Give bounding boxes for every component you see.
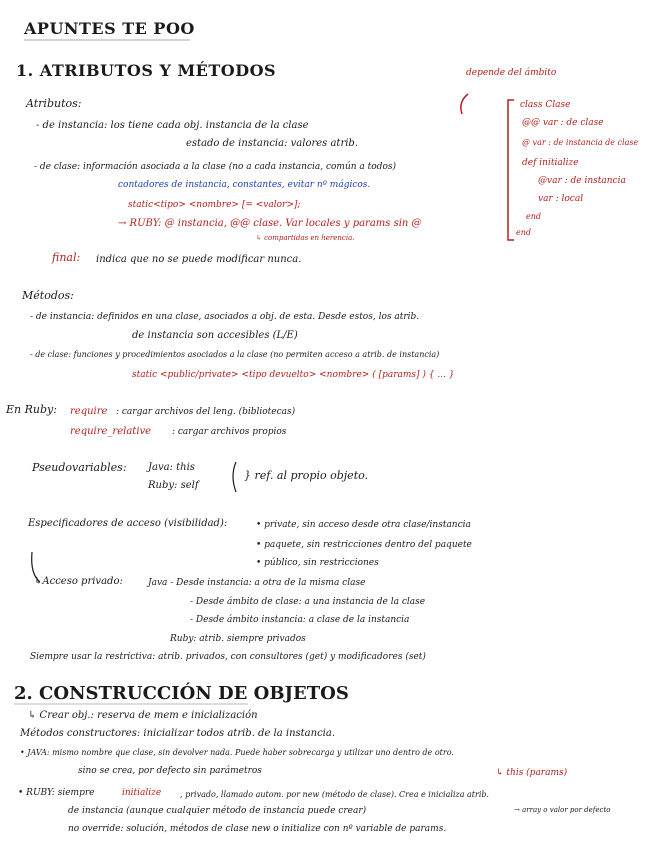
ruby-constructor-line2: de instancia (aunque cualquier método de instancia puede crear) bbox=[68, 806, 367, 816]
atributos-label: Atributos: bbox=[26, 97, 82, 110]
especificadores-label: Especificadores de acceso (visibilidad): bbox=[28, 518, 228, 529]
require-description: : cargar archivos del leng. (bibliotecas) bbox=[116, 407, 296, 417]
require-relative-description: : cargar archivos propios bbox=[172, 427, 287, 437]
sidebar-note-depende: depende del ámbito bbox=[466, 68, 557, 78]
espec-publico: • público, sin restricciones bbox=[256, 558, 379, 568]
array-default-note: → array o valor por defecto bbox=[514, 806, 611, 814]
ruby-constructor-line3: no override: solución, métodos de clase new o initialize con nº variable de params. bbox=[68, 824, 447, 834]
espec-paquete: • paquete, sin restricciones dentro del paquete bbox=[256, 540, 472, 550]
metodos-clase-line1: - de clase: funciones y procedimientos asociados a la clase (no permiten acceso a atrib. de instancia) bbox=[30, 350, 440, 359]
espec-private: • private, sin acceso desde otra clase/instancia bbox=[256, 520, 471, 530]
sidebar-var-instancia: @var : de instancia bbox=[538, 176, 626, 186]
metodos-instancia-line2: de instancia son accesibles (L/E) bbox=[132, 330, 298, 341]
section-heading-construccion: 2. CONSTRUCCIÓN DE OBJETOS bbox=[14, 683, 349, 704]
acceso-java-line1: Java - Desde instancia: a otra de la misma clase bbox=[148, 578, 366, 588]
atrib-instancia-line1: - de instancia: los tiene cada obj. instancia de la clase bbox=[36, 120, 309, 131]
crear-obj-line: ↳ Crear obj.: reserva de mem e inicialización bbox=[28, 710, 258, 721]
acceso-privado-label: ↳Acceso privado: bbox=[34, 576, 123, 587]
atrib-clase-blue: contadores de instancia, constantes, evitar nº mágicos. bbox=[118, 180, 371, 190]
pseudo-java-this: Java: this bbox=[148, 462, 195, 473]
sidebar-def-initialize: def initialize bbox=[522, 158, 579, 168]
java-constructor-line2: sino se crea, por defecto sin parámetros bbox=[78, 766, 262, 776]
sidebar-class-clase: class Clase bbox=[520, 100, 571, 110]
sidebar-var-inst-clase: @ var : de instancia de clase bbox=[522, 138, 639, 147]
pseudo-ref-note: } ref. al propio objeto. bbox=[244, 469, 369, 482]
atrib-clase-line1: - de clase: información asociada a la clase (no a cada instancia, común a todos) bbox=[34, 162, 396, 172]
atrib-static-line: static<tipo> <nombre> [= <valor>]; bbox=[128, 200, 301, 210]
en-ruby-label: En Ruby: bbox=[6, 403, 57, 416]
page-title: APUNTES TE POO bbox=[24, 19, 195, 38]
pseudo-bracket bbox=[233, 462, 236, 492]
ruby-constructor-line1-b: , privado, llamado autom. por new (método de clase). Crea e inicializa atrib. bbox=[180, 790, 490, 799]
ruby-initialize-keyword: initialize bbox=[122, 788, 162, 798]
pseudo-ruby-self: Ruby: self bbox=[148, 480, 199, 491]
acceso-java-line3: - Desde ámbito instancia: a clase de la instancia bbox=[190, 615, 410, 625]
atrib-compartidas: ↳ compartidas en herencia. bbox=[256, 234, 355, 242]
depende-parenthesis bbox=[461, 94, 468, 114]
acceso-java-line2: - Desde ámbito de clase: a una instancia de la clase bbox=[190, 597, 426, 607]
acceso-ruby-line: Ruby: atrib. siempre privados bbox=[170, 634, 306, 644]
atrib-instancia-line2: estado de instancia: valores atrib. bbox=[186, 138, 359, 149]
final-keyword: final: bbox=[52, 251, 81, 264]
sidebar-end-outer: end bbox=[516, 228, 532, 237]
siempre-restrictiva: Siempre usar la restrictiva: atrib. privados, con consultores (get) y modificadores (set) bbox=[30, 652, 426, 662]
sidebar-bracket bbox=[508, 100, 514, 240]
java-constructor-line1: • JAVA: mismo nombre que clase, sin devolver nada. Puede haber sobrecarga y utilizar uno dentro de otro. bbox=[20, 748, 454, 757]
sidebar-var-clase: @@ var : de clase bbox=[522, 118, 604, 128]
section-heading-atributos-metodos: 1. ATRIBUTOS Y MÉTODOS bbox=[16, 61, 277, 80]
metodos-constructores: Métodos constructores: inicializar todos atrib. de la instancia. bbox=[20, 728, 336, 739]
sidebar-var-local: var : local bbox=[538, 194, 584, 204]
final-description: indica que no se puede modificar nunca. bbox=[96, 254, 302, 265]
metodos-instancia-line1: - de instancia: definidos en una clase, asociados a obj. de esta. Desde estos, los atrib. bbox=[30, 312, 420, 322]
metodos-static-signature: static <public/private> <tipo devuelto> <nombre> ( [params] ) { ... } bbox=[132, 370, 455, 380]
metodos-label: Métodos: bbox=[22, 289, 74, 302]
sidebar-end-inner: end bbox=[526, 212, 542, 221]
require-keyword: require bbox=[70, 406, 108, 417]
pseudovariables-label: Pseudovariables: bbox=[32, 461, 127, 474]
this-params-note: ↳ this (params) bbox=[496, 768, 568, 778]
require-relative-keyword: require_relative bbox=[70, 426, 152, 437]
acceso-hook-arrow bbox=[32, 552, 40, 582]
atrib-ruby-line: → RUBY: @ instancia, @@ clase. Var locales y params sin @ bbox=[118, 218, 422, 229]
ruby-constructor-line1-a: • RUBY: siempre bbox=[18, 788, 95, 798]
